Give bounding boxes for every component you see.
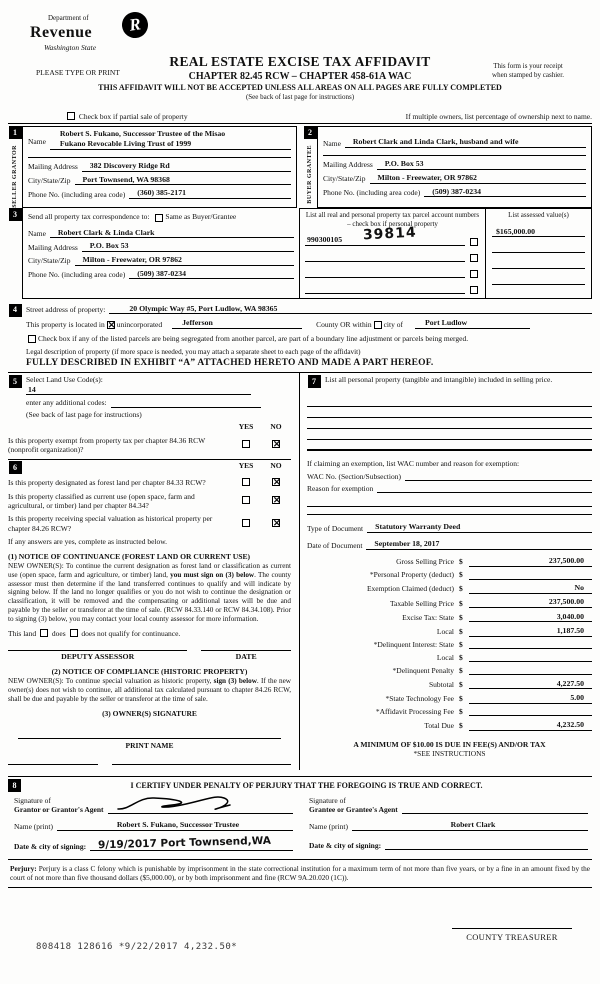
land-use-label: Select Land Use Code(s):: [26, 375, 103, 385]
parcel-number-field-2[interactable]: [305, 253, 465, 262]
grantor-date-city-handwriting: 9/19/2017 Port Townsend,WA: [97, 834, 272, 852]
notice1-text-a: NEW OWNER(S): To continue the current designation as forest land or classification as current use (open space, farm and agriculture, or timber) land,: [8, 562, 291, 579]
fee-value-delinq-penalty[interactable]: [469, 666, 592, 675]
historic-question: Is this property receiving special valuation as historical property per chapter 84.26 RCW?: [8, 514, 213, 533]
logo-revenue-text: Revenue: [30, 23, 93, 41]
historic-yes-checkbox[interactable]: [242, 519, 250, 527]
county-treasurer-label: COUNTY TREASURER: [466, 932, 558, 942]
section-8-badge: 8: [8, 779, 21, 792]
dollar-sign: $: [459, 570, 463, 580]
grantee-agent-label: Grantee or Grantee's Agent: [309, 805, 398, 815]
personal-property-line-2[interactable]: [307, 407, 592, 418]
handwritten-parcel-number: 39814: [362, 224, 418, 244]
fee-label-delinq-interest-state: *Delinquent Interest: State: [373, 640, 454, 649]
forest-yes-checkbox[interactable]: [242, 478, 250, 486]
segregated-checkbox[interactable]: [28, 335, 36, 343]
buyer-name-extra-line[interactable]: [323, 148, 586, 156]
tax-exempt-yes-checkbox[interactable]: [242, 440, 250, 448]
seller-city-label: City/State/Zip: [28, 175, 71, 185]
date-of-document-field[interactable]: September 18, 2017: [366, 539, 592, 550]
reason-exemption-line-2[interactable]: [307, 499, 592, 507]
grantee-signature-of-label: Signature of: [309, 796, 346, 806]
section6-yes-header: YES: [238, 461, 254, 471]
assessed-value-field-1[interactable]: $165,000.00: [492, 227, 585, 238]
personal-property-line-3[interactable]: [307, 418, 592, 429]
section-2-badge: 2: [304, 126, 317, 139]
reason-exemption-label: Reason for exemption: [307, 484, 374, 494]
land-does-not-checkbox[interactable]: [70, 629, 78, 637]
deputy-assessor-label: DEPUTY ASSESSOR: [61, 651, 135, 661]
street-address-label: Street address of property:: [26, 305, 106, 314]
cashier-stamp: 808418 128616 *9/22/2017 4,232.50*: [36, 942, 238, 952]
seller-name-field[interactable]: [50, 129, 291, 149]
seller-city-field[interactable]: Port Townsend, WA 98368: [75, 175, 292, 186]
grantee-date-city-label: Date & city of signing:: [309, 840, 382, 850]
land-use-section: [8, 375, 291, 419]
personal-property-checkbox-3[interactable]: [470, 270, 478, 278]
property-address-section: [8, 304, 592, 371]
dollar-sign: $: [459, 557, 463, 567]
corr-mailing-label: Mailing Address: [28, 242, 78, 252]
minimum-fee-note: A MINIMUM OF $10.00 IS DUE IN FEE(S) AND/OR TAX: [353, 739, 546, 749]
buyer-section: [303, 126, 592, 208]
personal-property-checkbox-2[interactable]: [470, 254, 478, 262]
assessed-value-field-2[interactable]: [492, 244, 585, 253]
buyer-phone-field[interactable]: (509) 387-0234: [424, 187, 586, 198]
buyer-name-field[interactable]: Robert Clark and Linda Clark, husband and wife: [345, 137, 586, 148]
additional-codes-label: enter any additional codes:: [26, 398, 107, 408]
fee-value-subtotal[interactable]: 4,227.50: [469, 679, 592, 690]
fee-value-exemption[interactable]: No: [469, 583, 592, 594]
current-use-yes-checkbox[interactable]: [242, 496, 250, 504]
assessed-value-field-3[interactable]: [492, 260, 585, 269]
grantor-name-print-label: Name (print): [14, 821, 53, 831]
dollar-sign: $: [459, 584, 463, 594]
seller-mailing-field[interactable]: 382 Discovery Ridge Rd: [82, 161, 291, 172]
see-instructions-note: (See back of last page for instructions): [245, 93, 355, 102]
corr-city-field[interactable]: Milton - Freewater, OR 97862: [75, 255, 295, 266]
please-type-label: PLEASE TYPE OR PRINT: [36, 68, 120, 77]
personal-property-checkbox-4[interactable]: [470, 286, 478, 294]
owners-signature-line-2b[interactable]: [112, 764, 291, 766]
correspondence-section: [8, 208, 592, 299]
land-does-not-label: does not qualify for continuance.: [81, 628, 181, 638]
multiple-owners-note: If multiple owners, list percentage of ownership next to name.: [405, 112, 592, 121]
corr-name-label: Name: [28, 228, 46, 238]
seller-section: [8, 126, 297, 208]
legal-description-value: FULLY DESCRIBED IN EXHIBIT “A” ATTACHED HERETO AND MADE A PART HEREOF.: [26, 358, 434, 369]
section-1-badge: 1: [9, 126, 22, 139]
parcel-numbers-header: List all real and personal property tax parcel account numbers – check box if personal property: [305, 211, 480, 228]
buyer-phone-label: Phone No. (including area code): [323, 187, 421, 197]
fee-label-total-due: Total Due: [424, 721, 454, 731]
certification-section: [8, 776, 592, 851]
land-does-label: does: [51, 628, 66, 638]
notice-continuance-title: (1) NOTICE OF CONTINUANCE (FOREST LAND OR CURRENT USE): [8, 551, 251, 561]
fee-label-gross: Gross Selling Price: [396, 557, 454, 567]
if-yes-note: If any answers are yes, complete as instructed below.: [8, 537, 168, 547]
type-of-document-field[interactable]: Statutory Warranty Deed: [367, 522, 592, 533]
grantee-signature-field[interactable]: [402, 804, 588, 814]
buyer-name-label: Name: [323, 138, 341, 148]
fee-label-taxable: Taxable Selling Price: [389, 598, 454, 608]
dollar-sign: $: [459, 694, 463, 704]
street-address-field[interactable]: 20 Olympic Way #5, Port Ludlow, WA 98365: [109, 304, 592, 315]
notice2-text-b: . If the new owner(s) does not wish to continue, all additional tax calculated pursuant to chapter 84.26 RCW, shall be due and payable by the seller or transferor at the time of sale.: [8, 677, 291, 703]
current-use-question: Is this property classified as current use (open space, farm and agricultural, or timber) land per chapter 84.34?: [8, 491, 195, 511]
perjury-label: Perjury:: [10, 864, 37, 874]
land-does-checkbox[interactable]: [40, 629, 48, 637]
grantor-date-city-field[interactable]: [90, 834, 293, 852]
revenue-r-icon: R: [120, 10, 149, 39]
unincorporated-label: unincorporated: [116, 319, 163, 329]
dollar-sign: $: [459, 707, 463, 717]
seller-name-extra-line[interactable]: [28, 150, 291, 158]
fee-label-delinq-penalty: *Delinquent Penalty: [392, 665, 454, 675]
fee-value-total-due[interactable]: 4,232.50: [469, 720, 592, 731]
chapter-subtitle: CHAPTER 82.45 RCW – CHAPTER 458-61A WAC: [188, 70, 412, 82]
corr-phone-label: Phone No. (including area code): [28, 270, 126, 280]
corr-phone-field[interactable]: (509) 387-0234: [129, 269, 294, 280]
historic-no-checkbox[interactable]: [272, 519, 280, 527]
segregated-label: Check box if any of the listed parcels are being segregated from another parcel, are part of a boundary line adjustment or parcels being merged.: [38, 334, 469, 344]
buyer-city-field[interactable]: Milton - Freewater, OR 97862: [370, 173, 587, 184]
county-field[interactable]: Jefferson: [172, 318, 302, 329]
grantor-signature-of-label: Signature of: [14, 796, 51, 806]
notice2-text-a: NEW OWNER(S): To continue special valuation as historic property,: [8, 677, 214, 686]
partial-sale-checkbox[interactable]: [67, 112, 75, 120]
parcel-number-field-4[interactable]: [305, 285, 465, 294]
dept-of-revenue-logo: [30, 14, 160, 52]
corr-name-field[interactable]: Robert Clark & Linda Clark: [50, 228, 294, 239]
seller-phone-field[interactable]: (360) 385-2171: [129, 188, 291, 199]
parcel-number-field-1[interactable]: 990300105: [305, 235, 465, 246]
dollar-sign: $: [459, 640, 463, 649]
send-correspondence-label: Send all property tax correspondence to:: [28, 212, 150, 222]
grantor-signature-field[interactable]: [108, 804, 293, 814]
see-instructions-footnote: *SEE INSTRUCTIONS: [413, 749, 486, 759]
same-as-buyer-label: Same as Buyer/Grantee: [165, 212, 237, 222]
section-6-badge: 6: [9, 461, 22, 474]
partial-sale-row: [8, 110, 592, 124]
fee-value-taxable[interactable]: 237,500.00: [469, 597, 592, 608]
dollar-sign: $: [459, 627, 463, 637]
grantee-name-print-label: Name (print): [309, 821, 348, 831]
fee-label-tech-fee: *State Technology Fee: [385, 694, 454, 704]
fee-value-excise-state[interactable]: 3,040.00: [469, 612, 592, 623]
city-of-label: city of: [383, 319, 403, 329]
owners-signature-line[interactable]: [18, 729, 281, 739]
notice2-bold: sign (3) below: [213, 677, 257, 686]
section6-no-header: NO: [270, 461, 282, 471]
seller-name-line2: Fukano Revocable Living Trust of 1999: [59, 139, 192, 149]
corr-mailing-field[interactable]: P.O. Box 53: [82, 241, 294, 252]
buyer-city-label: City/State/Zip: [323, 174, 366, 184]
form-header: [8, 14, 592, 110]
personal-property-checkbox-1[interactable]: [470, 238, 478, 246]
fee-label-delinq-interest-local: Local: [436, 652, 454, 662]
fee-label-personal: *Personal Property (deduct): [369, 570, 454, 580]
fee-label-processing-fee: *Affidavit Processing Fee: [375, 707, 454, 717]
fee-label-excise-state: Excise Tax: State: [402, 612, 454, 622]
grantee-signature-block: [309, 794, 588, 851]
dollar-sign: $: [459, 598, 463, 608]
legal-description-label: Legal description of property (if more space is needed, you may attach a separate sheet to each page of the affidavit): [26, 348, 361, 357]
fee-value-delinq-interest-local[interactable]: [469, 653, 592, 662]
grantor-name-print-field[interactable]: Robert S. Fukano, Successor Trustee: [57, 820, 293, 831]
forest-no-checkbox[interactable]: [272, 478, 280, 486]
receipt-note-line1: This form is your receipt: [493, 62, 563, 70]
fee-value-personal[interactable]: [469, 571, 592, 580]
notice1-bold: you must sign on (3) below: [170, 570, 255, 579]
buyer-mailing-field[interactable]: P.O. Box 53: [377, 159, 586, 170]
receipt-note-line2: when stamped by cashier.: [492, 70, 564, 79]
additional-codes-field[interactable]: [111, 399, 261, 408]
dollar-sign: $: [459, 721, 463, 731]
perjury-text: Perjury is a class C felony which is punishable by imprisonment in the state correctional institution for a maximum term of not more than five years, or by a fine in an amount fixed by the court of not more than five thousand dollars ($5,000.00), or by both imprisonment and fine (RCW 9A.20.020 (1C)).: [10, 864, 590, 883]
fee-value-tech-fee[interactable]: 5.00: [469, 693, 592, 704]
fee-label-exemption: Exemption Claimed (deduct): [366, 584, 454, 594]
fee-value-excise-local[interactable]: 1,187.50: [469, 626, 592, 637]
date-of-document-label: Date of Document: [307, 540, 363, 550]
located-in-label: This property is located in: [26, 319, 105, 329]
fee-value-processing-fee[interactable]: [469, 707, 592, 716]
seller-mailing-label: Mailing Address: [28, 162, 78, 172]
fee-label-excise-local: Local: [436, 627, 454, 637]
section-4-badge: 4: [9, 304, 22, 317]
buyer-mailing-label: Mailing Address: [323, 160, 373, 170]
city-field[interactable]: Port Ludlow: [415, 318, 530, 329]
parcel-number-field-3[interactable]: [305, 269, 465, 278]
section5-see-back: (See back of last page for instructions): [26, 409, 142, 419]
seller-name-label: Name: [28, 137, 46, 147]
section-3-badge: 3: [9, 208, 22, 221]
completion-warning: THIS AFFIDAVIT WILL NOT BE ACCEPTED UNLESS ALL AREAS ON ALL PAGES ARE FULLY COMPLETED: [98, 83, 502, 93]
grantee-date-city-field[interactable]: [385, 841, 588, 850]
certify-statement: I CERTIFY UNDER PENALTY OF PERJURY THAT THE FOREGOING IS TRUE AND CORRECT.: [130, 780, 483, 790]
fee-value-gross[interactable]: 237,500.00: [469, 556, 592, 567]
assessed-values-panel: [486, 208, 592, 299]
tax-exempt-question: Is this property exempt from property tax per chapter 84.36 RCW (nonprofit organization)?: [8, 435, 206, 454]
same-as-buyer-checkbox[interactable]: [155, 214, 163, 222]
parcel-numbers-panel: [300, 208, 486, 299]
tax-computation-table: [307, 556, 592, 731]
deputy-date-label: DATE: [235, 651, 257, 661]
form-title: REAL ESTATE EXCISE TAX AFFIDAVIT: [169, 54, 431, 69]
county-or-label: County OR within: [316, 319, 372, 329]
grantor-agent-label: Grantor or Grantor's Agent: [14, 805, 104, 815]
notice-compliance-title: (2) NOTICE OF COMPLIANCE (HISTORIC PROPERTY): [51, 666, 248, 676]
section-5-badge: 5: [9, 375, 22, 388]
print-name-label: PRINT NAME: [125, 740, 174, 750]
fee-value-delinq-interest-state[interactable]: [469, 640, 592, 649]
notice-continuance-body: [8, 562, 291, 623]
county-treasurer-signature-line: [452, 928, 572, 943]
forest-land-section: [8, 459, 291, 766]
section5-yes-header: YES: [238, 422, 254, 432]
personal-property-section: [307, 375, 592, 388]
corr-city-label: City/State/Zip: [28, 256, 71, 266]
personal-property-line-4[interactable]: [307, 429, 592, 440]
grantor-date-city-label: Date & city of signing:: [14, 841, 87, 851]
personal-property-line-5[interactable]: [307, 440, 592, 451]
section5-no-header: NO: [270, 422, 282, 432]
exemption-header: If claiming an exemption, list WAC number and reason for exemption:: [307, 459, 520, 469]
logo-state-text: Washington State: [44, 42, 97, 52]
dollar-sign: $: [459, 679, 463, 689]
reason-exemption-field[interactable]: [377, 484, 592, 493]
wac-number-label: WAC No. (Section/Subsection): [307, 471, 401, 481]
owners-signature-heading: (3) OWNER(S) SIGNATURE: [102, 709, 197, 719]
assessed-value-field-4[interactable]: [492, 276, 585, 285]
city-of-checkbox[interactable]: [374, 321, 382, 329]
deputy-date-line[interactable]: [201, 650, 291, 662]
grantor-signature-block: [14, 794, 293, 851]
land-qualify-row: [8, 629, 291, 638]
current-use-no-checkbox[interactable]: [272, 496, 280, 504]
land-use-code-field[interactable]: 14: [26, 385, 251, 396]
receipt-note: [482, 62, 574, 80]
dollar-sign: $: [459, 665, 463, 675]
seller-grantor-side-label: SELLER GRANTOR: [11, 145, 18, 209]
perjury-notice: [8, 859, 592, 888]
deputy-assessor-signature-line[interactable]: [8, 650, 187, 662]
dollar-sign: $: [459, 652, 463, 662]
partial-sale-label: Check box if partial sale of property: [78, 112, 188, 121]
land-prefix-label: This land: [8, 628, 37, 638]
seller-name-line1: Robert S. Fukano, Successor Trustee of the Misao: [59, 129, 226, 139]
personal-property-line-1[interactable]: [307, 396, 592, 407]
section-7-badge: 7: [308, 375, 321, 388]
forest-land-question: Is this property designated as forest land per chapter 84.33 RCW?: [8, 478, 206, 488]
notice1-text-b: . The county assessor must then determine if the land transferred continues to qualify and will indicate by signing below. If the land no longer qualifies or you do not wish to continue the designation or classification, it will be removed and the compensating or additional taxes will be due and payable by the seller or transferor at the time of sale. (RCW 84.33.140 or RCW 84.34.108). Prior to signing (3) below, you may contact your local county assessor for more information.: [8, 570, 292, 623]
reason-exemption-line-3[interactable]: [307, 507, 592, 515]
notice-compliance-body: [8, 677, 291, 703]
buyer-grantee-side-label: BUYER GRANTEE: [306, 145, 313, 205]
partial-sale-option: [65, 112, 188, 121]
seller-phone-label: Phone No. (including area code): [28, 189, 126, 199]
fee-label-subtotal: Subtotal: [428, 679, 454, 689]
grantee-name-print-field[interactable]: Robert Clark: [352, 820, 588, 831]
owners-signature-line-2a[interactable]: [8, 764, 98, 766]
personal-property-header: List all personal property (tangible and intangible) included in selling price.: [325, 375, 553, 385]
grantor-signature-icon: [112, 789, 242, 815]
logo-dept-text: Department of: [48, 14, 89, 22]
type-of-document-label: Type of Document: [307, 523, 364, 533]
assessed-values-header: List assessed value(s): [508, 211, 569, 220]
wac-number-field[interactable]: [405, 472, 592, 481]
dollar-sign: $: [459, 612, 463, 622]
tax-exempt-no-checkbox[interactable]: [272, 440, 280, 448]
unincorporated-checkbox[interactable]: [107, 321, 115, 329]
